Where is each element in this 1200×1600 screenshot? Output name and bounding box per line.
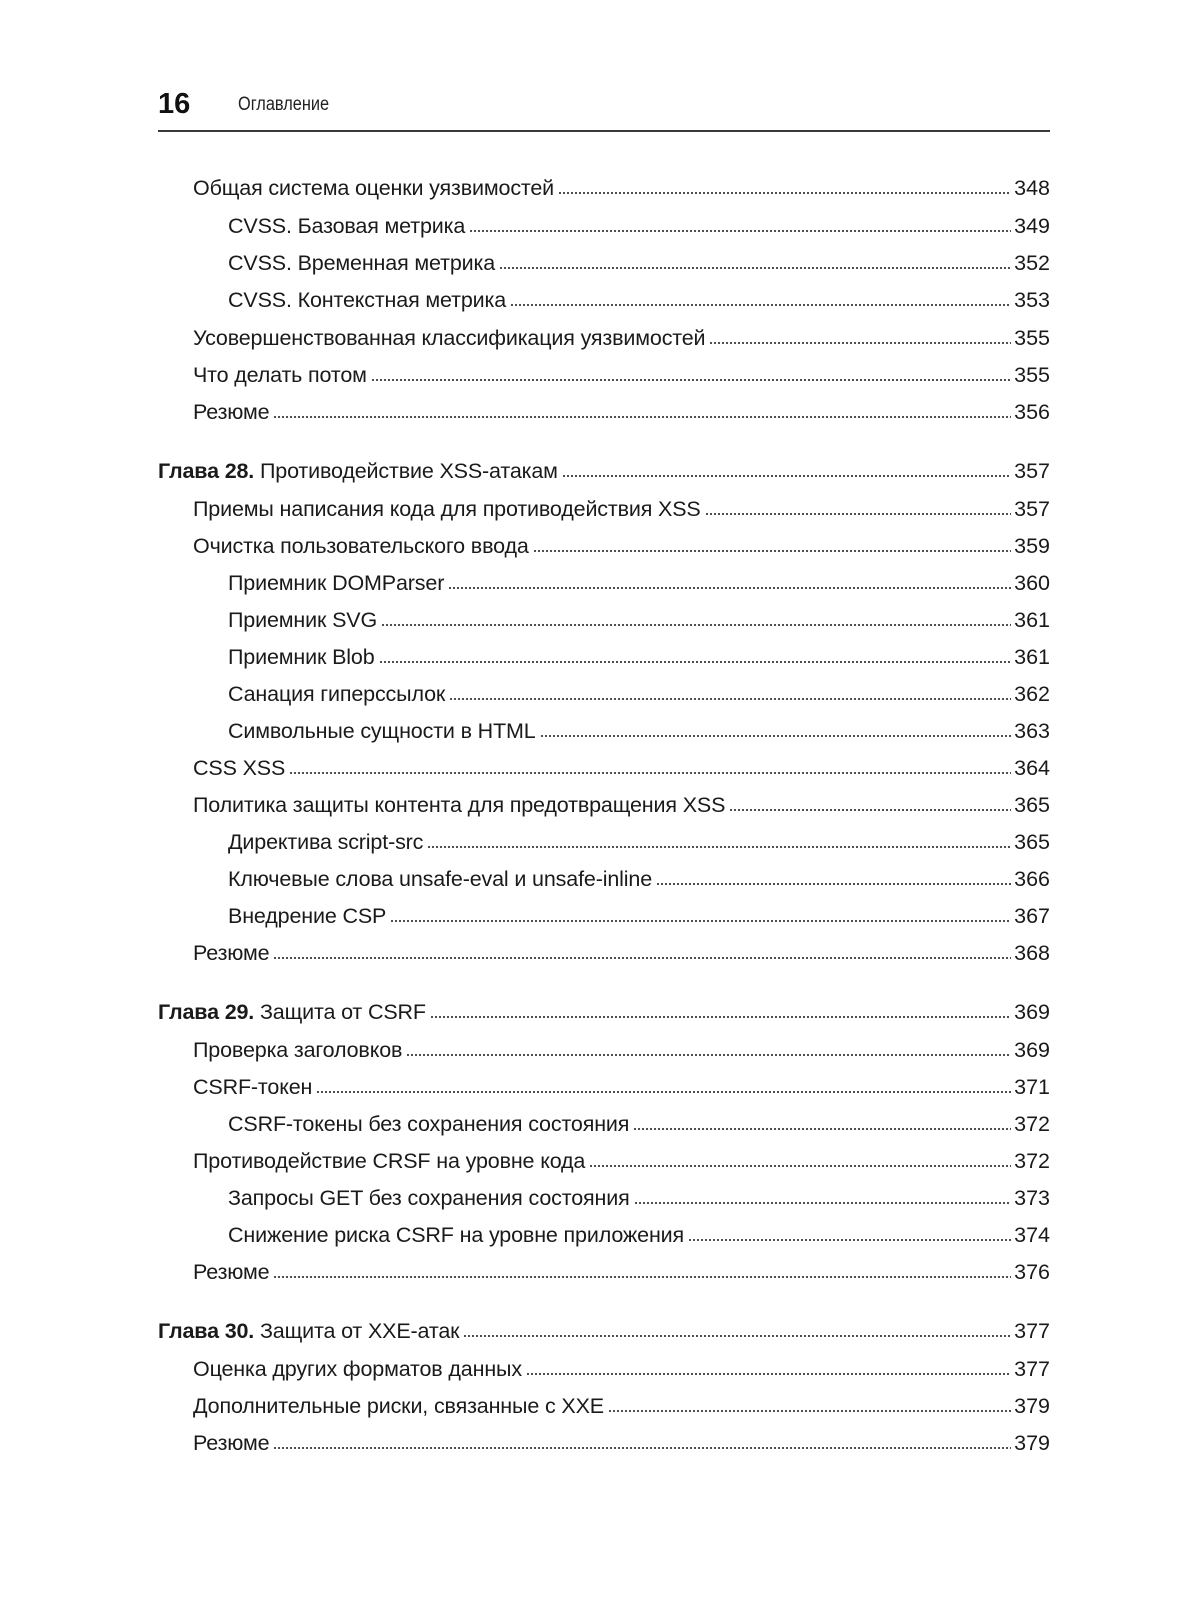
toc-entry [228, 1107, 1050, 1141]
dot-leader [379, 661, 1012, 663]
toc-page-number: 379 [1014, 1394, 1050, 1418]
toc-entry [193, 492, 1050, 526]
toc-entry [228, 283, 1050, 317]
toc-entry-title [193, 936, 269, 970]
dot-leader [430, 1016, 1011, 1018]
toc-entry-title [158, 995, 426, 1029]
toc-page-number: 366 [1014, 867, 1050, 891]
toc-entry-title [193, 492, 701, 526]
toc-page-number: 377 [1014, 1357, 1050, 1381]
toc-entry [193, 788, 1050, 822]
dot-leader [540, 735, 1012, 737]
dot-leader [729, 809, 1011, 811]
dot-leader [526, 1373, 1011, 1375]
dot-leader [463, 1335, 1011, 1337]
toc-entry-text: Снижение риска CSRF на уровне приложения [228, 1223, 685, 1247]
chapter-label: Глава 30. [158, 1319, 255, 1343]
dot-leader [448, 587, 1011, 589]
toc-page-number: 360 [1014, 571, 1050, 595]
toc-entry [228, 677, 1050, 711]
toc-page-number: 348 [1014, 176, 1050, 200]
toc-entry-text: Противодействие CRSF на уровне кода [193, 1149, 586, 1173]
toc-page-number: 356 [1014, 400, 1050, 424]
toc-entry-text: Резюме [193, 1431, 270, 1455]
toc-page-number: 379 [1014, 1431, 1050, 1455]
toc-entry [228, 1218, 1050, 1252]
dot-leader [705, 513, 1012, 515]
toc-entry-title [228, 603, 377, 637]
dot-leader [510, 304, 1011, 306]
page-number: 16 [158, 88, 191, 120]
toc-entry-text: CSRF-токены без сохранения состояния [228, 1112, 630, 1136]
toc-page-number: 353 [1014, 288, 1050, 312]
dot-leader [273, 957, 1011, 959]
toc-entry [193, 1426, 1050, 1460]
toc-entry [193, 1144, 1050, 1178]
toc-page-number: 373 [1014, 1186, 1050, 1210]
toc-entry-title [193, 1255, 269, 1289]
toc-page-number: 368 [1014, 941, 1050, 965]
toc-entry-text: Ключевые слова unsafe-eval и unsafe-inline [228, 867, 653, 891]
toc-entry-text: Политика защиты контента для предотвращения XSS [193, 793, 726, 817]
toc-entry [228, 1181, 1050, 1215]
toc-entry-text: Приемник SVG [228, 608, 378, 632]
toc-entry [193, 1389, 1050, 1423]
toc-entry-text: CVSS. Временная метрика [228, 251, 496, 275]
toc-page-number: 361 [1014, 608, 1050, 632]
toc-entry-text: CVSS. Базовая метрика [228, 214, 466, 238]
toc-chapter-entry [158, 995, 1050, 1029]
toc-page-number: 362 [1014, 682, 1050, 706]
dot-leader [381, 624, 1011, 626]
toc-entry-text: Приемник Blob [228, 645, 375, 669]
toc-entry-text: Запросы GET без сохранения состояния [228, 1186, 630, 1210]
toc-entry [193, 1352, 1050, 1386]
dot-leader [656, 883, 1011, 885]
toc-chapter-entry [158, 1314, 1050, 1348]
toc-entry [228, 899, 1050, 933]
toc-entry-title [193, 529, 529, 563]
toc-entry-text: Санация гиперссылок [228, 682, 446, 706]
toc-entry-title [193, 321, 705, 355]
toc-page-number: 374 [1014, 1223, 1050, 1247]
toc-entry-text: Резюме [193, 941, 270, 965]
dot-leader [558, 192, 1011, 194]
dot-leader [427, 846, 1011, 848]
toc-entry [228, 603, 1050, 637]
toc-entry-text: Общая система оценки уязвимостей [193, 176, 555, 200]
toc-entry-title [193, 1070, 312, 1104]
dot-leader [273, 1447, 1011, 1449]
dot-leader [533, 550, 1011, 552]
toc-entry-title [193, 1426, 269, 1460]
toc-entry [228, 640, 1050, 674]
toc-entry-title [228, 283, 506, 317]
toc-entry-title [228, 677, 445, 711]
toc-entry-title [193, 1033, 402, 1067]
toc-entry [193, 1033, 1050, 1067]
toc-entry-title [228, 1181, 630, 1215]
toc-entry [193, 321, 1050, 355]
dot-leader [589, 1165, 1011, 1167]
dot-leader [390, 920, 1011, 922]
toc-entry [193, 529, 1050, 563]
toc-page-number: 365 [1014, 830, 1050, 854]
toc-entry [228, 566, 1050, 600]
toc-entry-title [158, 454, 558, 488]
toc-entry-title [193, 358, 367, 392]
toc-page-number: 372 [1014, 1149, 1050, 1173]
toc-entry [193, 1255, 1050, 1289]
toc-entry-title [228, 640, 375, 674]
toc-entry-text: Приемы написания кода для противодействия XSS [193, 497, 701, 521]
dot-leader [273, 1276, 1011, 1278]
toc-entry-title [228, 1218, 684, 1252]
toc-entry-text: Усовершенствованная классификация уязвимостей [193, 326, 706, 350]
toc-page-number: 357 [1014, 497, 1050, 521]
toc-entry-title [228, 209, 465, 243]
dot-leader [499, 267, 1011, 269]
dot-leader [316, 1091, 1011, 1093]
toc-entry-title [193, 171, 554, 205]
dot-leader [608, 1410, 1011, 1412]
toc-page-number: 364 [1014, 756, 1050, 780]
toc-entry-text: Защита от XXE-атак [259, 1319, 460, 1343]
dot-leader [469, 230, 1011, 232]
toc-entry-text: CSS XSS [193, 756, 286, 780]
toc-entry [228, 825, 1050, 859]
toc-entry-text: Директива script-src [228, 830, 424, 854]
toc-entry [228, 209, 1050, 243]
toc-page-number: 371 [1014, 1075, 1050, 1099]
toc-entry-title [228, 862, 652, 896]
toc-entry-text: Резюме [193, 1260, 270, 1284]
dot-leader [406, 1054, 1011, 1056]
dot-leader [633, 1128, 1011, 1130]
toc-entry [193, 1070, 1050, 1104]
toc-entry-text: Приемник DOMParser [228, 571, 445, 595]
dot-leader [289, 772, 1011, 774]
toc-entry-text: Что делать потом [193, 363, 367, 387]
toc-page-number: 369 [1014, 1000, 1050, 1024]
chapter-label: Глава 29. [158, 1000, 255, 1024]
toc-entry [193, 936, 1050, 970]
toc-entry-title [228, 825, 423, 859]
toc-page-number: 363 [1014, 719, 1050, 743]
toc-entry-text: Резюме [193, 400, 270, 424]
toc-entry-text: CSRF-токен [193, 1075, 313, 1099]
toc-chapter-entry [158, 454, 1050, 488]
toc-entry-text: Очистка пользовательского ввода [193, 534, 529, 558]
dot-leader [688, 1239, 1011, 1241]
toc-entry [228, 246, 1050, 280]
toc-entry-title [193, 395, 269, 429]
toc-entry-text: Дополнительные риски, связанные с XXE [193, 1394, 604, 1418]
dot-leader [273, 416, 1011, 418]
toc-entry-title [158, 1314, 459, 1348]
toc-page-number: 361 [1014, 645, 1050, 669]
toc-entry-text: Проверка заголовков [193, 1038, 403, 1062]
toc-entry [193, 171, 1050, 205]
chapter-label: Глава 28. [158, 459, 255, 483]
toc-entry-title [228, 566, 444, 600]
toc-page-number: 367 [1014, 904, 1050, 928]
toc-entry-title [228, 714, 536, 748]
toc-entry-title [228, 899, 386, 933]
toc-entry-title [228, 246, 495, 280]
toc-page-number: 372 [1014, 1112, 1050, 1136]
running-title: Оглавление [238, 94, 330, 115]
toc-entry-text: Противодействие XSS-атакам [259, 459, 558, 483]
toc-entry-title [228, 1107, 629, 1141]
toc-entry [193, 395, 1050, 429]
toc-entry-text: Символьные сущности в HTML [228, 719, 536, 743]
toc-entry-title [193, 1352, 522, 1386]
dot-leader [371, 379, 1011, 381]
toc-entry [193, 751, 1050, 785]
toc-page-number: 365 [1014, 793, 1050, 817]
toc-entry-text: Внедрение CSP [228, 904, 387, 928]
dot-leader [709, 342, 1011, 344]
toc-page-number: 357 [1014, 459, 1050, 483]
toc-entry-title [193, 751, 285, 785]
toc-page-number: 349 [1014, 214, 1050, 238]
toc-page-number: 369 [1014, 1038, 1050, 1062]
toc-page-number: 355 [1014, 326, 1050, 350]
toc-page-number: 377 [1014, 1319, 1050, 1343]
dot-leader [562, 475, 1011, 477]
toc-entry [228, 714, 1050, 748]
toc-entry-title [193, 1389, 604, 1423]
toc-entry [193, 358, 1050, 392]
toc-entry-title [193, 788, 725, 822]
toc-page-number: 355 [1014, 363, 1050, 387]
toc-page-number: 359 [1014, 534, 1050, 558]
toc-page-number: 352 [1014, 251, 1050, 275]
toc-entry-text: Защита от CSRF [259, 1000, 426, 1024]
toc-entry-text: CVSS. Контекстная метрика [228, 288, 507, 312]
toc-entry-text: Оценка других форматов данных [193, 1357, 522, 1381]
dot-leader [449, 698, 1011, 700]
dot-leader [634, 1202, 1012, 1204]
toc-page-number: 376 [1014, 1260, 1050, 1284]
toc-entry [228, 862, 1050, 896]
toc-entry-title [193, 1144, 585, 1178]
